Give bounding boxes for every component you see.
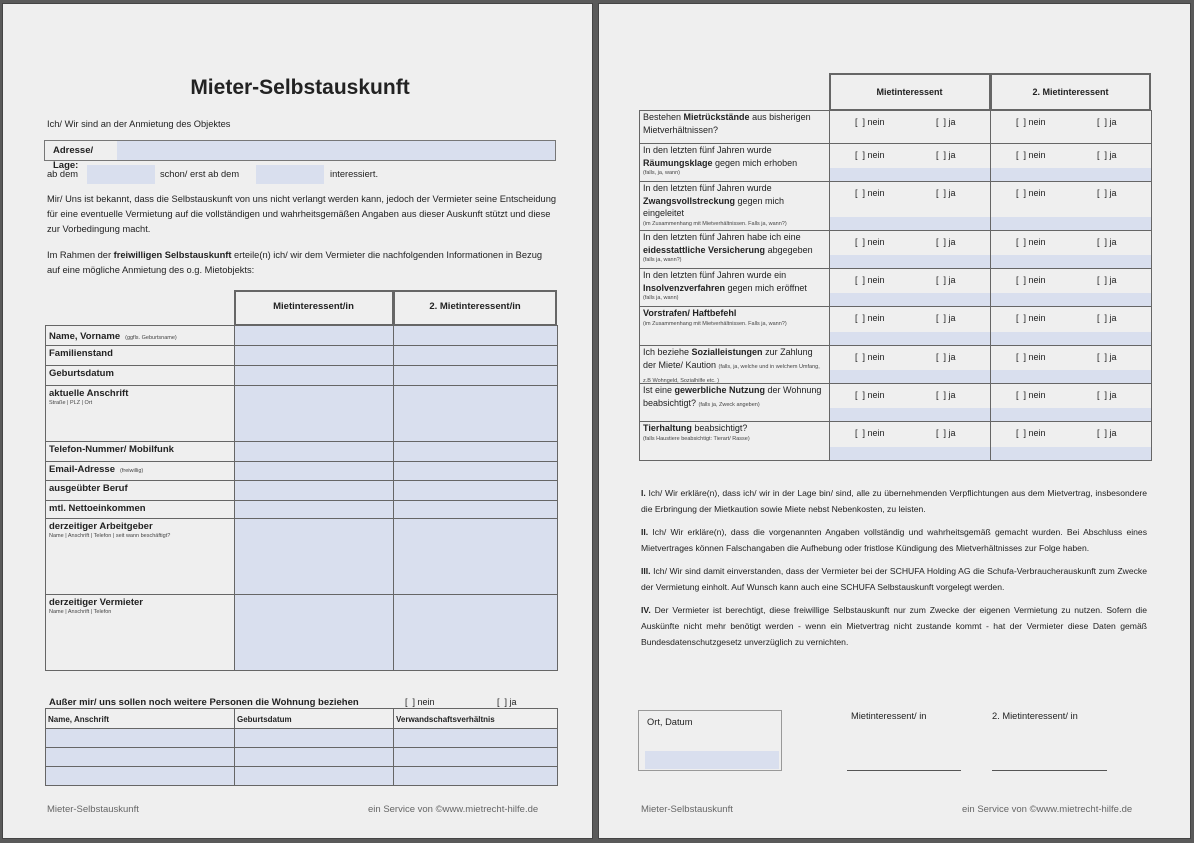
persons-question: Außer mir/ uns sollen noch weitere Personen die Wohnung beziehen <box>49 697 359 708</box>
latest-date-field[interactable] <box>256 165 324 184</box>
ja-label: ja <box>1109 390 1117 400</box>
declaration-number: I. <box>641 488 646 498</box>
checkbox-nein[interactable]: [ ] nein <box>855 313 885 323</box>
signature-1-label: Mietinteressent/ in <box>851 711 927 721</box>
answer-detail-field[interactable] <box>830 370 990 383</box>
ja-label: ja <box>1109 428 1117 438</box>
checkbox-ja[interactable]: [ ] ja <box>1097 275 1117 285</box>
question-bold: Vorstrafen/ Haftbefehl <box>643 308 737 318</box>
checkbox-nein[interactable]: [ ] nein <box>1016 352 1046 362</box>
row-note: (freiwillig) <box>120 468 144 474</box>
question-post: abgegeben <box>765 244 813 255</box>
question-post: gegen mich eingeleitet <box>643 195 785 218</box>
checkbox-nein[interactable]: [ ] nein <box>1016 275 1046 285</box>
declaration-3 <box>641 563 1147 595</box>
signature-1-line[interactable] <box>847 770 961 771</box>
question-bold: eidesstattliche Versicherung <box>643 244 766 255</box>
row-label-wrap <box>49 444 174 455</box>
row-label-wrap <box>49 368 114 379</box>
checkbox-ja[interactable]: [ ] ja <box>936 275 956 285</box>
ja-label: ja <box>1109 188 1117 198</box>
checkbox-nein[interactable]: [ ] nein <box>1016 117 1046 127</box>
declarations <box>641 485 1147 657</box>
persons-column-header: Geburtsdatum <box>237 715 292 724</box>
question-post: gegen mich eröffnet <box>725 282 807 293</box>
applicant-1-field[interactable] <box>234 461 394 481</box>
footer-right: ein Service von ©www.mietrecht-hilfe.de <box>368 804 539 815</box>
applicant-2-field[interactable] <box>393 461 558 481</box>
ja-label: ja <box>1109 275 1117 285</box>
row-label-wrap <box>49 331 177 342</box>
answer-cell <box>990 110 1152 144</box>
row-label-wrap <box>49 388 128 399</box>
applicant-1-field[interactable] <box>234 441 394 462</box>
question-note: (falls ja, wann?) <box>643 257 682 263</box>
nein-label: nein <box>1028 237 1046 247</box>
nein-label: nein <box>867 237 885 247</box>
ja-label: ja <box>948 188 956 198</box>
question-pre: In den letzten fünf Jahren wurde <box>643 145 772 155</box>
answer-detail-field[interactable] <box>991 332 1151 345</box>
row-label: Telefon-Nummer/ Mobilfunk <box>49 444 174 455</box>
row-label: derzeitiger Vermieter <box>49 597 143 608</box>
ab-dem-label: ab dem <box>47 169 79 179</box>
nein-label: nein <box>867 117 885 127</box>
ja-label: ja <box>948 390 956 400</box>
column-header: 2. Mietinteressent/in <box>429 301 521 312</box>
checkbox-nein[interactable]: [ ] nein <box>855 117 885 127</box>
persons-field[interactable] <box>45 728 235 748</box>
checkbox-nein[interactable]: [ ] nein <box>855 237 885 247</box>
checkbox-nein[interactable]: [ ] nein <box>855 390 885 400</box>
question-post: der Wohnung beabsichtigt? <box>643 385 822 408</box>
checkbox-ja[interactable]: [ ] ja <box>1097 188 1117 198</box>
checkbox-ja[interactable]: [ ] ja <box>1097 313 1117 323</box>
question-note: (falls ja, Zweck angeben) <box>698 401 760 408</box>
ja-label: ja <box>948 150 956 160</box>
row-label: Name, Vorname <box>49 331 121 342</box>
footer-left-2: Mieter-Selbstauskunft <box>641 804 733 815</box>
question-text <box>643 144 827 178</box>
ja-label: ja <box>948 313 956 323</box>
question-bold: Mietrückstände <box>683 112 750 122</box>
applicant-1-field[interactable] <box>234 345 394 366</box>
checkbox-ja[interactable]: [ ] ja <box>1097 428 1117 438</box>
persons-field[interactable] <box>45 766 235 786</box>
row-label: derzeitiger Arbeitgeber <box>49 521 153 532</box>
checkbox-nein[interactable]: [ ] nein <box>1016 390 1046 400</box>
nein-label: nein <box>1028 150 1046 160</box>
intro-text: Ich/ Wir sind an der Anmietung des Objektes <box>47 119 231 129</box>
ja-label: ja <box>1109 313 1117 323</box>
nein-label: nein <box>867 150 885 160</box>
question-bold: Räumungsklage <box>643 157 713 168</box>
applicant-1-field[interactable] <box>234 480 394 501</box>
question-pre: In den letzten fünf Jahren wurde ein <box>643 270 787 280</box>
ja-label: ja <box>1109 117 1117 127</box>
question-text <box>643 346 827 388</box>
question-note: (falls Haustiere beabsichtigt: Tierart/ Rasse) <box>643 435 750 442</box>
checkbox-ja[interactable]: [ ] ja <box>936 428 956 438</box>
persons-nein-checkbox[interactable]: [ ] nein <box>405 697 435 707</box>
question-text <box>643 182 827 229</box>
declaration-text: Ich/ Wir erkläre(n), dass die vorgenannten Angaben vollständig und wahrheitsgemäß gemacht wurden. Bei Abschluss eines Mietvertrages können Falschangaben die Aufhebung oder fristlose Kündigung des Mietverhältnisses zur Folge haben. <box>641 527 1147 553</box>
nein-label: nein <box>1028 275 1046 285</box>
row-label: ausgeübter Beruf <box>49 483 128 494</box>
question-text <box>643 231 827 265</box>
signature-2-label: 2. Mietinteressent/ in <box>992 711 1078 721</box>
applicant-2-field[interactable] <box>393 594 558 671</box>
question-bold: Insolvenzverfahren <box>643 282 726 293</box>
persons-field[interactable] <box>45 747 235 767</box>
answer-detail-field[interactable] <box>830 408 990 421</box>
checkbox-ja[interactable]: [ ] ja <box>1097 117 1117 127</box>
ja-label: ja <box>948 117 956 127</box>
nein-label: nein <box>867 428 885 438</box>
column-header: Mietinteressent/in <box>273 301 354 312</box>
question-text <box>643 422 827 444</box>
applicant-2-field[interactable] <box>393 441 558 462</box>
question-note: (falls, ja, wann) <box>643 170 680 176</box>
row-label-wrap <box>49 597 143 608</box>
question-post: zur Zahlung der Miete/ Kaution <box>643 347 813 370</box>
question-pre: Ist eine <box>643 385 675 395</box>
interessiert-label: interessiert. <box>330 169 379 179</box>
question-bold: Tierhaltung <box>643 423 692 433</box>
question-pre: In den letzten fünf Jahren habe ich eine <box>643 232 801 242</box>
question-pre: Bestehen <box>643 112 684 122</box>
nein-label: nein <box>1028 428 1046 438</box>
applicant-1-field[interactable] <box>234 500 394 519</box>
checkbox-ja[interactable]: [ ] ja <box>936 313 956 323</box>
answer-detail-field[interactable] <box>991 370 1151 383</box>
row-label-wrap <box>49 483 128 494</box>
paragraph-2-bold: freiwilligen Selbstauskunft <box>113 250 232 260</box>
declaration-text: Ich/ Wir erkläre(n), dass ich/ wir in der Lage bin/ sind, alle zu übernehmenden Verpflichtungen aus dem Mietvertrag, insbesondere die Erbringung der Mietkaution sowie Miete nebst Nebenkosten, zu leisten. <box>641 488 1147 514</box>
nein-label: nein <box>417 697 435 707</box>
declaration-number: II. <box>641 527 649 537</box>
applicant-2-field[interactable] <box>393 385 558 442</box>
row-label-wrap <box>49 521 153 532</box>
page-title: Mieter-Selbstauskunft <box>190 76 410 99</box>
ja-label: ja <box>1109 150 1117 160</box>
row-note: (ggfls. Geburtsname) <box>125 335 177 341</box>
checkbox-ja[interactable]: [ ] ja <box>936 188 956 198</box>
checkbox-nein[interactable]: [ ] nein <box>1016 150 1046 160</box>
signature-2-line[interactable] <box>992 770 1107 771</box>
row-note: Name | Anschrift | Telefon | seit wann beschäftigt? <box>49 533 171 539</box>
applicant-1-field[interactable] <box>234 365 394 386</box>
question-bold: Sozialleistungen <box>691 347 763 357</box>
ja-label: ja <box>948 428 956 438</box>
checkbox-ja[interactable]: [ ] ja <box>1097 150 1117 160</box>
answer-detail-field[interactable] <box>830 332 990 345</box>
checkbox-nein[interactable]: [ ] nein <box>855 275 885 285</box>
nein-label: nein <box>1028 188 1046 198</box>
applicant-2-field[interactable] <box>393 500 558 519</box>
ort-datum-box <box>638 710 782 771</box>
applicant-1-field[interactable] <box>234 325 394 346</box>
answer-detail-field[interactable] <box>830 168 990 181</box>
persons-field[interactable] <box>234 766 394 786</box>
row-label-wrap <box>49 503 146 514</box>
persons-column-header: Verwandschaftsverhältnis <box>396 715 495 724</box>
column-header: Mietinteressent <box>876 87 943 97</box>
question-note: (im Zusammenhang mit Mietverhältnissen. Falls ja, wann?) <box>643 220 787 227</box>
applicant-1-field[interactable] <box>234 594 394 671</box>
answer-detail-field[interactable] <box>991 293 1151 306</box>
ort-datum-field[interactable] <box>645 751 779 769</box>
question-note: (falls, ja, welche und in welchem Umfang, z.B Wohngeld, Sozialhilfe etc. ) <box>643 363 820 384</box>
checkbox-ja[interactable]: [ ] ja <box>1097 390 1117 400</box>
answer-detail-field[interactable] <box>991 408 1151 421</box>
row-label: Familienstand <box>49 348 113 359</box>
declaration-number: III. <box>641 566 651 576</box>
answer-detail-field[interactable] <box>991 217 1151 230</box>
declaration-text: Der Vermieter ist berechtigt, diese freiwillige Selbstauskunft nur zum Zwecke der eigenen Vermietung zu nutzen. Sofern die Auskünfte nicht mehr benötigt werden - wenn ein Mietvertrag nicht zustande kommt - hat der Vermieter diese Daten gemäß Bundesdatenschutzgesetz unverzüglich zu vernichten. <box>641 605 1147 647</box>
declaration-1 <box>641 485 1147 517</box>
question-post: beabsichtigt? <box>691 423 748 433</box>
checkbox-ja[interactable]: [ ] ja <box>936 117 956 127</box>
applicant-2-field[interactable] <box>393 365 558 386</box>
checkbox-ja[interactable]: [ ] ja <box>1097 237 1117 247</box>
question-note: (falls ja, wann) <box>643 295 679 301</box>
persons-field[interactable] <box>234 728 394 748</box>
row-label: Email-Adresse <box>49 464 116 475</box>
question-bold: Zwangsvollstreckung <box>643 195 736 206</box>
checkbox-nein[interactable]: [ ] nein <box>855 352 885 362</box>
checkbox-nein[interactable]: [ ] nein <box>855 188 885 198</box>
declaration-number: IV. <box>641 605 651 615</box>
ja-label: ja <box>948 352 956 362</box>
answer-cell <box>829 110 991 144</box>
checkbox-nein[interactable]: [ ] nein <box>1016 188 1046 198</box>
answer-detail-field[interactable] <box>830 293 990 306</box>
checkbox-ja[interactable]: [ ] ja <box>936 150 956 160</box>
applicant-2-field[interactable] <box>393 325 558 346</box>
ja-label: ja <box>948 237 956 247</box>
persons-field[interactable] <box>393 747 558 767</box>
ja-label: ja <box>1109 237 1117 247</box>
paragraph-1: Mir/ Uns ist bekannt, dass die Selbstauskunft von uns nicht verlangt werden kann, jedoch der Vermieter seine Entscheidung für eine eventuelle Vermietung auf die vollständigen und wahrheitsgemäßen Angaben aus dieser Auskunft stützt und diese zur Vorbedingung macht. <box>47 194 557 234</box>
checkbox-ja[interactable]: [ ] ja <box>936 352 956 362</box>
question-text <box>643 269 827 303</box>
start-date-field[interactable] <box>87 165 155 184</box>
schon-label: schon/ erst ab dem <box>160 169 240 179</box>
nein-label: nein <box>867 352 885 362</box>
row-label: mtl. Nettoeinkommen <box>49 503 146 514</box>
declaration-4 <box>641 602 1147 650</box>
address-label: Adresse/ Lage: <box>45 141 117 160</box>
applicant-2-field[interactable] <box>393 345 558 366</box>
row-note: Name | Anschrift | Telefon <box>49 609 112 615</box>
ja-label: ja <box>948 275 956 285</box>
row-label-wrap <box>49 348 113 359</box>
persons-field[interactable] <box>393 766 558 786</box>
footer-right-2: ein Service von ©www.mietrecht-hilfe.de <box>962 804 1133 815</box>
checkbox-nein[interactable]: [ ] nein <box>1016 428 1046 438</box>
persons-field[interactable] <box>393 728 558 748</box>
declaration-2 <box>641 524 1147 556</box>
nein-label: nein <box>867 275 885 285</box>
column-header: 2. Mietinteressent <box>1032 87 1109 97</box>
nein-label: nein <box>867 188 885 198</box>
footer-left: Mieter-Selbstauskunft <box>47 804 139 815</box>
ja-label: ja <box>1109 352 1117 362</box>
nein-label: nein <box>867 390 885 400</box>
row-label: Geburtsdatum <box>49 368 114 379</box>
row-note: Straße | PLZ | Ort <box>49 400 93 406</box>
persons-field[interactable] <box>234 747 394 767</box>
row-label-wrap <box>49 464 143 475</box>
answer-detail-field[interactable] <box>991 255 1151 268</box>
nein-label: nein <box>1028 390 1046 400</box>
applicant-1-field[interactable] <box>234 385 394 442</box>
applicant-1-field[interactable] <box>234 518 394 595</box>
nein-label: nein <box>1028 352 1046 362</box>
paragraph-2 <box>47 248 557 278</box>
answer-detail-field[interactable] <box>991 168 1151 181</box>
answer-detail-field[interactable] <box>830 217 990 230</box>
answer-detail-field[interactable] <box>830 447 990 460</box>
nein-label: nein <box>1028 117 1046 127</box>
question-note: (im Zusammenhang mit Mietverhältnissen. Falls ja, wann?) <box>643 320 787 327</box>
question-text <box>643 111 827 136</box>
checkbox-ja[interactable]: [ ] ja <box>936 237 956 247</box>
ort-datum-label: Ort, Datum <box>647 717 693 727</box>
checkbox-nein[interactable]: [ ] nein <box>1016 313 1046 323</box>
row-label: aktuelle Anschrift <box>49 388 129 399</box>
question-post: aus bisherigen Mietverhältnissen? <box>643 112 811 135</box>
paragraph-2-start: Im Rahmen der <box>47 250 114 260</box>
checkbox-nein[interactable]: [ ] nein <box>855 150 885 160</box>
address-field[interactable] <box>44 140 556 171</box>
persons-column-header: Name, Anschrift <box>48 715 110 724</box>
applicant-2-field[interactable] <box>393 518 558 595</box>
ja-label: ja <box>509 697 517 707</box>
paragraph-2-end: erteile(n) ich/ wir dem Vermieter die nachfolgenden Informationen in Bezug auf eine mögliche Anmietung des o.g. Mietobjekts: <box>47 250 543 275</box>
question-bold: gewerbliche Nutzung <box>674 385 766 395</box>
persons-ja-checkbox[interactable]: [ ] ja <box>497 697 517 707</box>
answer-detail-field[interactable] <box>991 447 1151 460</box>
question-pre: In den letzten fünf Jahren wurde <box>643 183 772 193</box>
nein-label: nein <box>1028 313 1046 323</box>
answer-detail-field[interactable] <box>830 255 990 268</box>
checkbox-nein[interactable]: [ ] nein <box>855 428 885 438</box>
checkbox-ja[interactable]: [ ] ja <box>1097 352 1117 362</box>
question-text <box>643 384 827 411</box>
checkbox-ja[interactable]: [ ] ja <box>936 390 956 400</box>
applicant-2-field[interactable] <box>393 480 558 501</box>
nein-label: nein <box>867 313 885 323</box>
question-post: gegen mich erhoben <box>712 157 798 168</box>
question-text <box>643 307 827 329</box>
question-pre: Ich beziehe <box>643 347 692 357</box>
declaration-text: Ich/ Wir sind damit einverstanden, dass der Vermieter bei der SCHUFA Holding AG die Schufa-Verbraucherauskunft zum Zwecke der Vermietung einholt. Auf Wunsch kann auch eine SCHUFA Selbstauskunft vorgelegt werden. <box>641 566 1147 592</box>
checkbox-nein[interactable]: [ ] nein <box>1016 237 1046 247</box>
